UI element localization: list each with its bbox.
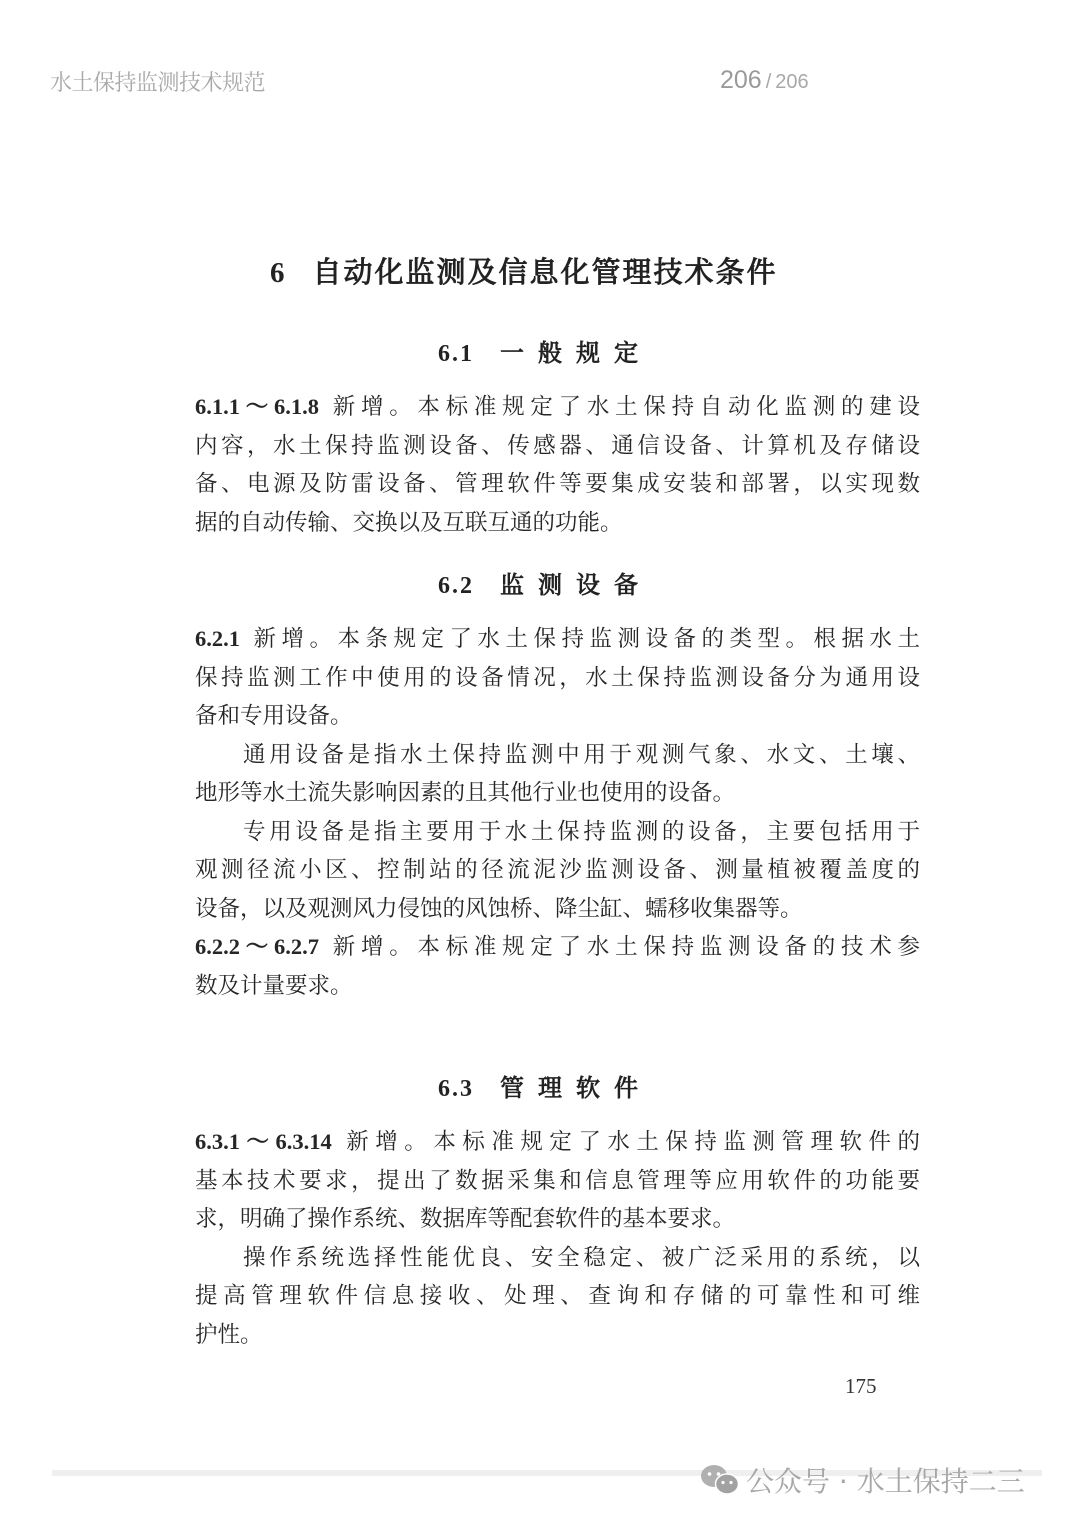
clause-number: 6.3.1～6.3.14 <box>195 1129 332 1154</box>
paragraph-line: 地形等水土流失影响因素的且其他行业也使用的设备。 <box>195 780 736 806</box>
current-page: 206 <box>720 66 762 94</box>
chapter-title: 自动化监测及信息化管理技术条件 <box>312 255 778 289</box>
section-heading-6-1 <box>438 333 652 368</box>
chapter-heading <box>270 250 778 291</box>
paragraph-line: 操作系统选择性能优良、安全稳定、被广泛采用的系统，以 <box>243 1244 920 1271</box>
paragraph-line: 数及计量要求。 <box>195 972 353 999</box>
paragraph-line: 观测径流小区、控制站的径流泥沙监测设备、测量植被覆盖度的 <box>195 857 920 883</box>
section-title: 一般规定 <box>500 339 652 367</box>
paragraph-6-2-1 <box>195 620 920 1005</box>
paragraph-line: 护性。 <box>195 1321 263 1348</box>
total-pages: 206 <box>775 71 809 93</box>
paragraph-line: 求，明确了操作系统、数据库等配套软件的基本要求。 <box>195 1206 736 1232</box>
paragraph-line: 内容，水土保持监测设备、传感器、通信设备、计算机及存储设 <box>195 432 920 459</box>
section-title: 监测设备 <box>500 571 652 599</box>
section-heading-6-3 <box>438 1068 652 1103</box>
clause-number: 6.1.1～6.1.8 <box>195 394 319 419</box>
paragraph-line: 新增。本条规定了水土保持监测设备的类型。根据水土 <box>248 626 920 652</box>
paragraph-line: 专用设备是指主要用于水土保持监测的设备，主要包括用于 <box>243 818 920 845</box>
document-title: 水土保持监测技术规范 <box>50 71 266 96</box>
printed-page-number: 175 <box>845 1374 877 1398</box>
paragraph-line: 新增。本标准规定了水土保持监测管理软件的 <box>339 1129 920 1155</box>
paragraph-line: 备、电源及防雷设备、管理软件等要集成安装和部署，以实现数 <box>195 471 920 497</box>
section-number: 6.3 <box>438 1076 474 1102</box>
clause-number: 6.2.2～6.2.7 <box>195 934 319 959</box>
paragraph-line: 提高管理软件信息接收、处理、查询和存储的可靠性和可维 <box>195 1283 920 1309</box>
paragraph-6-1-1 <box>195 388 920 542</box>
section-number: 6.1 <box>438 341 474 367</box>
paragraph-line: 新增。本标准规定了水土保持自动化监测的建设 <box>326 394 920 420</box>
section-title: 管理软件 <box>500 1074 652 1102</box>
paragraph-line: 通用设备是指水土保持监测中用于观测气象、水文、土壤、 <box>243 741 920 768</box>
reader-header <box>0 0 1080 120</box>
page-separator: / <box>765 71 772 93</box>
section-heading-6-2 <box>438 565 652 600</box>
chapter-number: 6 <box>270 257 287 289</box>
page-indicator <box>720 66 809 95</box>
paragraph-6-3-1 <box>195 1123 920 1354</box>
wechat-watermark <box>700 1460 1025 1500</box>
paragraph-line: 基本技术要求，提出了数据采集和信息管理等应用软件的功能要 <box>195 1167 920 1194</box>
paragraph-line: 保持监测工作中使用的设备情况，水土保持监测设备分为通用设 <box>195 664 920 691</box>
paragraph-line: 备和专用设备。 <box>195 703 353 729</box>
wechat-icon <box>700 1463 740 1497</box>
section-number: 6.2 <box>438 573 474 599</box>
watermark-text: 公众号 · 水土保持二三 <box>746 1465 1025 1498</box>
paragraph-line: 据的自动传输、交换以及互联互通的功能。 <box>195 509 623 536</box>
clause-number: 6.2.1 <box>195 626 240 651</box>
paragraph-line: 设备，以及观测风力侵蚀的风蚀桥、降尘缸、蠕移收集器等。 <box>195 895 803 922</box>
paragraph-line: 新增。本标准规定了水土保持监测设备的技术参 <box>326 934 920 960</box>
